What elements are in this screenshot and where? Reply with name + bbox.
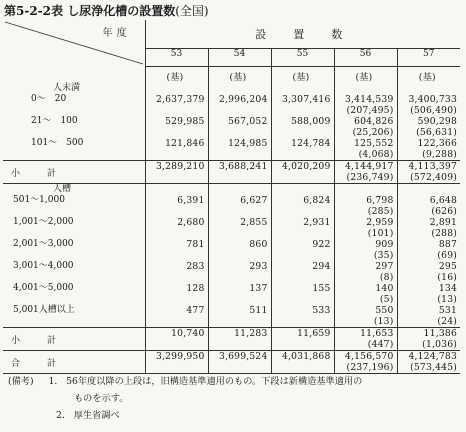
- table-row-cell: [145, 217, 208, 239]
- row-label: [3, 116, 145, 138]
- range-label: 501～1,000: [13, 195, 65, 205]
- grand-total-row-cell: [208, 351, 271, 374]
- subtotal-row: [3, 328, 460, 351]
- value-new-standard: (506,490): [410, 105, 458, 116]
- value-old-standard: 4,031,868: [281, 351, 331, 362]
- table-row-cell: [397, 261, 460, 283]
- value-old-standard: 125,552: [354, 138, 394, 149]
- table-row-cell: [208, 283, 271, 305]
- range-label: 4,001～5,000: [13, 283, 74, 293]
- value-old-standard: 6,798: [366, 195, 394, 206]
- subtotal-row-cell: [145, 328, 208, 351]
- table-row-cell: [271, 83, 334, 116]
- note-2-text: 厚生省調べ: [73, 410, 120, 421]
- table-row: [3, 138, 460, 161]
- table-row-cell: [145, 184, 208, 218]
- grand-total-row-cell: [334, 351, 397, 374]
- table-row-cell: [208, 305, 271, 328]
- table-row-cell: [334, 138, 397, 161]
- year-label: 年度: [102, 28, 131, 39]
- value-old-standard: 10,740: [171, 328, 205, 339]
- value-old-standard: 124,985: [228, 138, 268, 149]
- value-new-standard: (4,068): [358, 149, 394, 160]
- installation-count-table: [3, 20, 460, 374]
- value-old-standard: 588,009: [291, 116, 331, 127]
- table-scope: (全国): [175, 4, 209, 18]
- value-new-standard: (24): [437, 316, 458, 327]
- table-row-cell: [334, 83, 397, 116]
- table-row-cell: [208, 239, 271, 261]
- value-old-standard: 140: [375, 283, 394, 294]
- value-old-standard: 6,648: [429, 195, 458, 206]
- value-new-standard: (236,749): [346, 172, 394, 183]
- value-old-standard: 887: [438, 239, 458, 250]
- range-label: 2,001～3,000: [13, 239, 74, 249]
- value-new-standard: (572,409): [410, 172, 458, 183]
- note-1-continuation: ものを示す。: [74, 393, 129, 404]
- header-row-top: [3, 20, 460, 49]
- value-new-standard: (207,495): [346, 105, 394, 116]
- value-old-standard: 128: [186, 283, 205, 294]
- group-header: 設 置 数: [145, 20, 460, 49]
- table-row-cell: [208, 83, 271, 116]
- unit-row: [3, 67, 460, 84]
- value-old-standard: 2,637,379: [155, 94, 205, 105]
- category-label: 人未満: [53, 83, 81, 93]
- value-old-standard: 4,124,783: [408, 351, 458, 362]
- value-old-standard: 124,784: [291, 138, 331, 149]
- value-old-standard: 511: [249, 305, 268, 316]
- value-old-standard: 4,144,917: [344, 161, 394, 172]
- table-row-cell: [208, 217, 271, 239]
- table-row: [3, 305, 460, 328]
- unit-cell: (基): [145, 67, 208, 84]
- table-row-cell: [145, 283, 208, 305]
- value-old-standard: 3,688,241: [218, 161, 268, 172]
- value-old-standard: 294: [312, 261, 331, 272]
- row-label: [3, 261, 145, 283]
- table-row-cell: [334, 261, 397, 283]
- row-label: [3, 138, 145, 161]
- table-row-cell: [271, 138, 334, 161]
- table-row: [3, 239, 460, 261]
- value-old-standard: 283: [186, 261, 205, 272]
- table-row-cell: [145, 305, 208, 328]
- table-row-cell: [334, 184, 397, 218]
- value-old-standard: 2,680: [177, 217, 205, 228]
- table-row-cell: [271, 305, 334, 328]
- value-old-standard: 6,824: [303, 195, 331, 206]
- range-label: 3,001～4,000: [13, 261, 74, 271]
- value-old-standard: 293: [249, 261, 268, 272]
- value-old-standard: 4,020,209: [281, 161, 331, 172]
- value-old-standard: 550: [375, 305, 394, 316]
- value-old-standard: 122,366: [417, 138, 458, 149]
- table-row-cell: [334, 305, 397, 328]
- table-row: [3, 184, 460, 218]
- table-row-cell: [397, 138, 460, 161]
- value-new-standard: (35): [373, 250, 394, 261]
- year-header-4: 57: [397, 49, 460, 67]
- value-new-standard: (16): [437, 272, 458, 283]
- value-new-standard: (69): [437, 250, 458, 261]
- table-row-cell: [397, 305, 460, 328]
- table-row-cell: [334, 116, 397, 138]
- value-old-standard: 2,996,204: [218, 94, 268, 105]
- value-old-standard: 909: [375, 239, 394, 250]
- value-old-standard: 3,289,210: [155, 161, 205, 172]
- table-row: [3, 261, 460, 283]
- value-new-standard: (5): [379, 294, 394, 305]
- value-old-standard: 3,400,733: [408, 94, 458, 105]
- table-row: [3, 283, 460, 305]
- diagonal-header-cell: [3, 20, 145, 67]
- table-row-cell: [208, 184, 271, 218]
- subtotal-row-cell: [334, 328, 397, 351]
- subtotal-label: 小 計: [3, 328, 145, 351]
- value-old-standard: 6,391: [177, 195, 205, 206]
- table-row-cell: [271, 217, 334, 239]
- range-label: 0～ 20: [31, 94, 67, 104]
- range-label: 21～ 100: [31, 116, 78, 126]
- value-old-standard: 11,659: [297, 328, 331, 339]
- table-row-cell: [397, 283, 460, 305]
- unit-row-label: [3, 67, 145, 84]
- table-row-cell: [271, 261, 334, 283]
- value-old-standard: 2,855: [240, 217, 268, 228]
- value-old-standard: 134: [438, 283, 458, 294]
- value-new-standard: (9,288): [422, 149, 458, 160]
- table-row-cell: [397, 184, 460, 218]
- note-2-number: 2.: [56, 410, 65, 421]
- table-row-cell: [208, 116, 271, 138]
- table-title: [4, 2, 209, 19]
- table-row: [3, 217, 460, 239]
- grand-total-row-cell: [271, 351, 334, 374]
- subtotal-row-cell: [334, 161, 397, 184]
- value-new-standard: (288): [431, 228, 458, 239]
- value-new-standard: (285): [367, 206, 394, 217]
- value-new-standard: (1,036): [422, 339, 458, 350]
- unit-cell: (基): [334, 67, 397, 84]
- subtotal-row-cell: [208, 328, 271, 351]
- value-old-standard: 3,414,539: [344, 94, 394, 105]
- subtotal-row-cell: [397, 328, 460, 351]
- subtotal-row-cell: [397, 161, 460, 184]
- value-old-standard: 590,298: [417, 116, 458, 127]
- note-1-number: 1.: [48, 376, 58, 387]
- table-row-cell: [397, 239, 460, 261]
- value-old-standard: 567,052: [228, 116, 268, 127]
- row-label: [3, 283, 145, 305]
- value-old-standard: 2,931: [303, 217, 331, 228]
- value-old-standard: 2,891: [429, 217, 458, 228]
- value-old-standard: 6,627: [240, 195, 268, 206]
- table-row-cell: [145, 239, 208, 261]
- range-label: 1,001～2,000: [13, 217, 74, 227]
- table-row-cell: [334, 217, 397, 239]
- notes: [8, 373, 362, 424]
- value-old-standard: 533: [312, 305, 331, 316]
- grand-total-row-cell: [397, 351, 460, 374]
- table-row-cell: [145, 261, 208, 283]
- value-new-standard: (56,631): [416, 127, 458, 138]
- value-old-standard: 137: [249, 283, 268, 294]
- value-new-standard: (8): [379, 272, 394, 283]
- table-row-cell: [271, 239, 334, 261]
- table-row-cell: [208, 138, 271, 161]
- value-new-standard: (237,196): [346, 362, 394, 373]
- table-row-cell: [397, 83, 460, 116]
- table-number: 第5-2-2表: [4, 4, 64, 18]
- value-old-standard: 11,283: [234, 328, 268, 339]
- value-old-standard: 3,307,416: [281, 94, 331, 105]
- year-header-3: 56: [334, 49, 397, 67]
- value-old-standard: 155: [312, 283, 331, 294]
- row-label: [3, 239, 145, 261]
- subtotal-row-cell: [271, 161, 334, 184]
- table-row-cell: [145, 138, 208, 161]
- value-old-standard: 297: [375, 261, 394, 272]
- table-row-cell: [271, 116, 334, 138]
- subtotal-row-cell: [208, 161, 271, 184]
- value-old-standard: 4,156,570: [344, 351, 394, 362]
- table-row-cell: [271, 283, 334, 305]
- range-label: 101～ 500: [31, 138, 84, 148]
- value-old-standard: 11,386: [423, 328, 458, 339]
- value-old-standard: 2,959: [366, 217, 394, 228]
- category-label: 人槽: [53, 184, 72, 194]
- table-row-cell: [145, 116, 208, 138]
- subtotal-row: [3, 161, 460, 184]
- table-row-cell: [208, 261, 271, 283]
- subtotal-row-cell: [271, 328, 334, 351]
- row-label: [3, 83, 145, 116]
- value-old-standard: 4,113,397: [408, 161, 458, 172]
- subtotal-label: 小 計: [3, 161, 145, 184]
- value-old-standard: 3,299,950: [155, 351, 205, 362]
- value-new-standard: (13): [437, 294, 458, 305]
- note-1-text: 56年度以降の上段は，旧構造基準適用のもの。下段は新構造基準適用の: [66, 376, 363, 387]
- value-new-standard: (101): [367, 228, 394, 239]
- range-label: 5,001人槽以上: [13, 305, 75, 315]
- row-label: [3, 184, 145, 218]
- table-row-cell: [397, 217, 460, 239]
- table-row-cell: [397, 116, 460, 138]
- value-old-standard: 922: [312, 239, 331, 250]
- row-label: [3, 217, 145, 239]
- table-row-cell: [334, 239, 397, 261]
- value-new-standard: (447): [367, 339, 394, 350]
- year-header-1: 54: [208, 49, 271, 67]
- grand-total-row: [3, 351, 460, 374]
- value-old-standard: 604,826: [354, 116, 394, 127]
- table-label: し尿浄化槽の設置数: [67, 4, 176, 18]
- grand-total-row-cell: [145, 351, 208, 374]
- value-old-standard: 531: [438, 305, 458, 316]
- grand-total-label: 合 計: [3, 351, 145, 374]
- unit-cell: (基): [271, 67, 334, 84]
- table-row-cell: [271, 184, 334, 218]
- value-new-standard: (573,445): [410, 362, 458, 373]
- year-header-0: 53: [145, 49, 208, 67]
- value-old-standard: 529,985: [165, 116, 205, 127]
- year-header-2: 55: [271, 49, 334, 67]
- row-label: [3, 305, 145, 328]
- table-row-cell: [145, 83, 208, 116]
- value-old-standard: 477: [186, 305, 205, 316]
- table-row: [3, 83, 460, 116]
- value-new-standard: (626): [431, 206, 458, 217]
- value-old-standard: 295: [438, 261, 458, 272]
- value-old-standard: 121,846: [165, 138, 205, 149]
- value-old-standard: 860: [249, 239, 268, 250]
- value-new-standard: (25,206): [352, 127, 394, 138]
- notes-label: (備考): [8, 376, 34, 387]
- unit-cell: (基): [397, 67, 460, 84]
- value-new-standard: (13): [373, 316, 394, 327]
- table-row-cell: [334, 283, 397, 305]
- value-old-standard: 3,699,524: [218, 351, 268, 362]
- subtotal-row-cell: [145, 161, 208, 184]
- unit-cell: (基): [208, 67, 271, 84]
- value-old-standard: 11,653: [360, 328, 394, 339]
- value-old-standard: 781: [186, 239, 205, 250]
- table-row: [3, 116, 460, 138]
